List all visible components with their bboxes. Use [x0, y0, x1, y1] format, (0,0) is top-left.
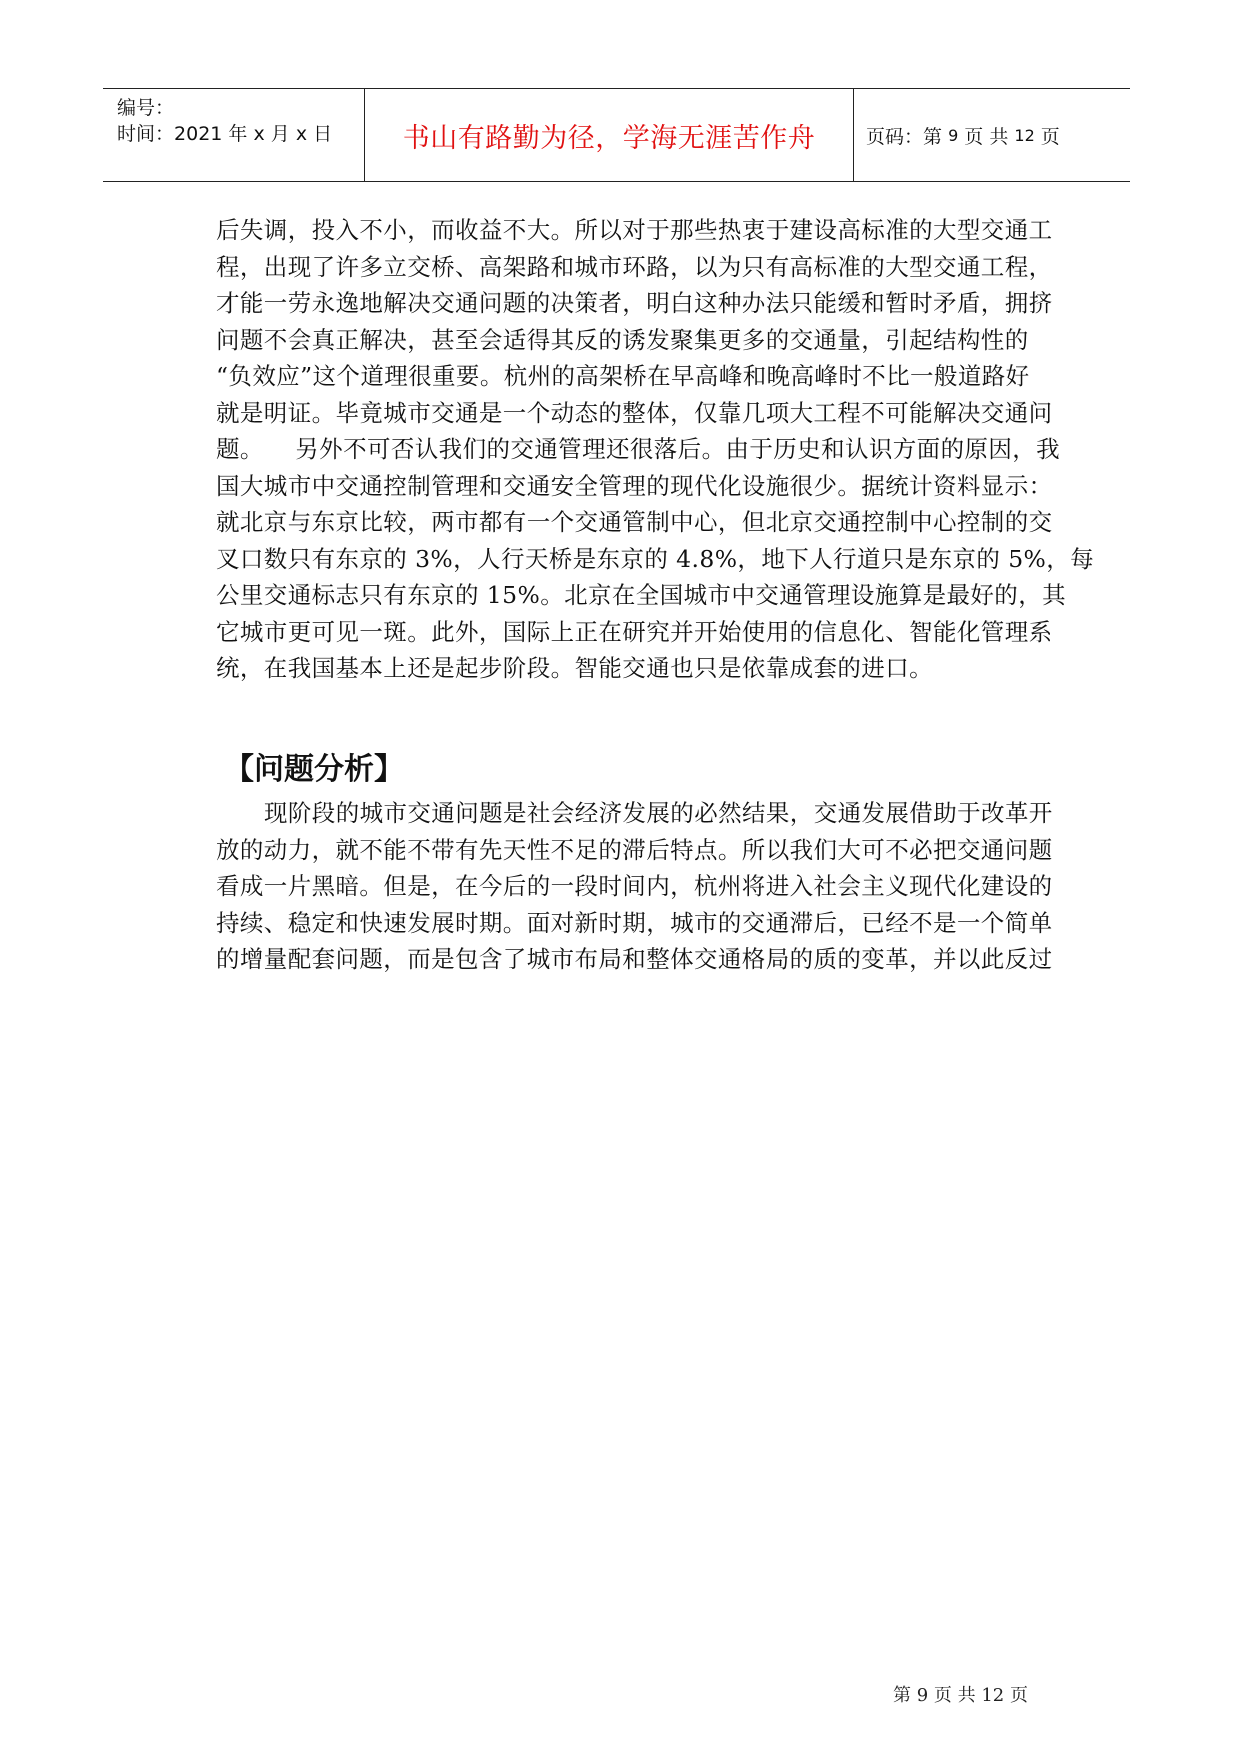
- text-line: 题。 另外不可否认我们的交通管理还很落后。由于历史和认识方面的原因，我: [216, 435, 1061, 463]
- date-year: 2021: [174, 123, 223, 145]
- date-day-unit: 日: [307, 123, 333, 145]
- document-date: [117, 119, 332, 146]
- text-line: 就是明证。毕竟城市交通是一个动态的整体，仅靠几项大工程不可能解决交通问: [216, 398, 1053, 427]
- text-line: 就北京与东京比较，两市都有一个交通管制中心，但北京交通控制中心控制的交: [216, 508, 1053, 536]
- date-label: 时间：: [117, 123, 175, 145]
- text-line: 问题不会真正解决，甚至会适得其反的诱发聚集更多的交通量，引起结构性的: [216, 325, 1029, 354]
- text-line: 持续、稳定和快速发展时期。面对新时期，城市的交通滞后，已经不是一个简单: [216, 908, 1053, 937]
- header-info-cell: [103, 89, 365, 181]
- date-month: x: [253, 123, 265, 145]
- text-line: 公里交通标志只有东京的 15%。北京在全国城市中交通管理设施算是最好的，其: [216, 581, 1067, 609]
- text-line: 的增量配套问题，而是包含了城市布局和整体交通格局的质的变革，并以此反过: [216, 945, 1053, 973]
- document-number: [117, 93, 174, 120]
- paragraph-analysis: [216, 795, 1196, 978]
- text-line: 它城市更可见一斑。此外，国际上正在研究并开始使用的信息化、智能化管理系: [216, 617, 1053, 646]
- number-label: 编号：: [117, 97, 175, 119]
- page-header: [103, 88, 1130, 182]
- text-line: 叉口数只有东京的 3%，人行天桥是东京的 4.8%，地下人行道只是东京的 5%，每: [216, 544, 1095, 573]
- text-line: 统，在我国基本上还是起步阶段。智能交通也只是依靠成套的进口。: [216, 654, 933, 682]
- header-motto-cell: [365, 89, 854, 181]
- text-line: 放的动力，就不能不带有先天性不足的滞后特点。所以我们大可不必把交通问题: [216, 835, 1053, 864]
- text-line: 程，出现了许多立交桥、高架路和城市环路，以为只有高标准的大型交通工程，: [216, 252, 1053, 281]
- page-label: 页码：第: [866, 125, 943, 148]
- page-end: 页: [1040, 125, 1060, 148]
- page-footer: 第 9 页 共 12 页: [893, 1685, 1028, 1706]
- header-page-cell: [854, 89, 1130, 181]
- paragraph-continued: [216, 212, 1196, 687]
- date-year-unit: 年: [222, 123, 254, 145]
- text-line: 看成一片黑暗。但是，在今后的一段时间内，杭州将进入社会主义现代化建设的: [216, 872, 1053, 900]
- page-total: 12: [1014, 125, 1035, 145]
- text-line: 才能一劳永逸地解决交通问题的决策者，明白这种办法只能缓和暂时矛盾，拥挤: [216, 289, 1053, 317]
- date-month-unit: 月: [264, 123, 296, 145]
- text-line: “负效应”这个道理很重要。杭州的高架桥在早高峰和晚高峰时不比一般道路好: [216, 362, 1030, 390]
- text-line: 现阶段的城市交通问题是社会经济发展的必然结果，交通发展借助于改革开: [264, 799, 1053, 827]
- section-heading: 【问题分析】: [224, 752, 404, 787]
- motto-text: 书山有路勤为径，学海无涯苦作舟: [402, 122, 816, 154]
- page-mid: 页 共: [964, 125, 1009, 148]
- page-current: 9: [948, 125, 959, 145]
- text-line: 国大城市中交通控制管理和交通安全管理的现代化设施很少。据统计资料显示：: [216, 471, 1053, 500]
- text-line: 后失调，投入不小，而收益不大。所以对于那些热衷于建设高标准的大型交通工: [216, 216, 1053, 244]
- date-day: x: [295, 123, 308, 145]
